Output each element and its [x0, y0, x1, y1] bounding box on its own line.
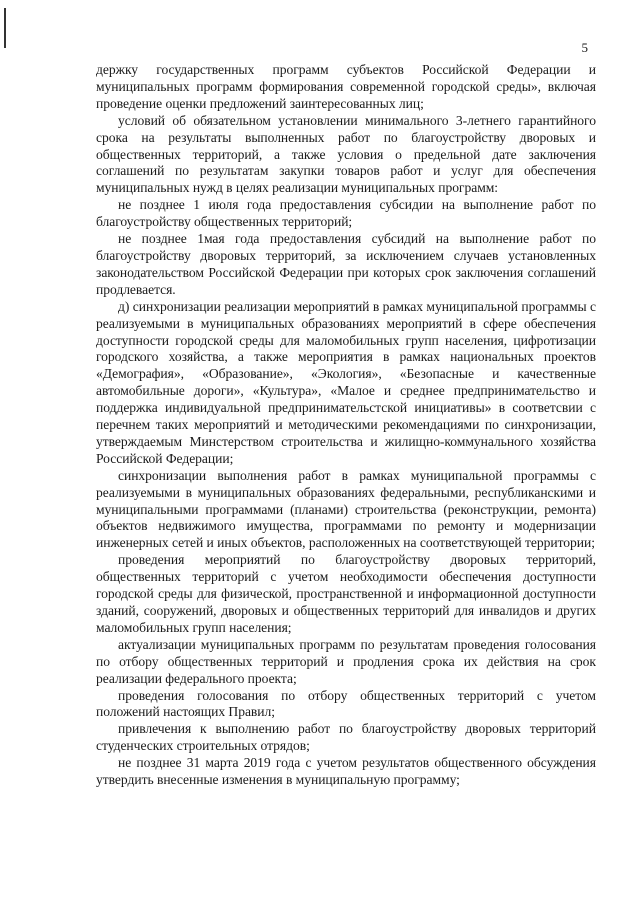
paragraph: привлечения к выполнению работ по благоустройству дворовых территорий студенческих строительных отрядов;	[96, 721, 596, 754]
paragraph: не позднее 31 марта 2019 года с учетом результатов общественного обсуждения утвердить внесенные изменения в муниципальную программу;	[96, 755, 596, 788]
document-body	[96, 62, 596, 789]
paragraph: не позднее 1 июля года предоставления субсидии на выполнение работ по благоустройству общественных территорий;	[96, 197, 596, 230]
paragraph: проведения мероприятий по благоустройству дворовых территорий, общественных территорий с учетом необходимости обеспечения доступности городской среды для физической, пространственной и информационной доступности зданий, сооружений, дворовых и общественных территорий для инвалидов и других маломобильных групп населения;	[96, 552, 596, 635]
paragraph: актуализации муниципальных программ по результатам проведения голосования по отбору общественных территорий и продления срока их действия на срок реализации федерального проекта;	[96, 636, 596, 686]
paragraph: проведения голосования по отбору общественных территорий с учетом положений настоящих Правил;	[96, 687, 596, 720]
scan-edge-mark	[4, 8, 6, 48]
paragraph: условий об обязательном установлении минимального 3-летнего гарантийного срока на результаты выполненных работ по благоустройству дворовых и общественных территорий, а также условия о предельной дате заключения соглашений по результатам закупки товаров работ и услуг для обеспечения муниципальных нужд в целях реализации муниципальных программ:	[96, 112, 596, 196]
paragraph: д) синхронизации реализации мероприятий в рамках муниципальной программы с реализуемыми в муниципальных образованиях мероприятий в сфере обеспечения доступности городской среды для маломобильных групп населения, цифротизации городского хозяйства, а также мероприятия в рамках национальных проектов «Демография», «Образование», «Экология», «Безопасные и качественные автомобильные дороги», «Культура», «Малое и среднее предпринимательство и поддержка индивидуальной предпринимательстской инициативы» в соответсвии с перечнем таких мероприятий и методическими рекомендациями по синхронизации, утверждаемым Минстерством строительства и жилищно-коммунального хозяйства Российской Федерации;	[96, 298, 596, 466]
paragraph: не позднее 1мая года предоставления субсидий на выполнение работ по благоустройству дворовых территорий, за исключением случаев установленных законодательством Российской Федерации при которых срок заключения соглашений продлевается.	[96, 231, 596, 297]
paragraph: синхронизации выполнения работ в рамках муниципальной программы с реализуемыми в муниципальных образованиях федеральными, республиканскими и муниципальными программами (планами) строительства (реконструкции, ремонта) объектов недвижимого имущества, программами по ремонту и модернизации инженерных сетей и иных объектов, расположенных на соответствующей территории;	[96, 467, 596, 551]
page-number: 5	[581, 40, 588, 55]
paragraph: держку государственных программ субъектов Российской Федерации и муниципальных программ формирования современной городской среды», включая проведение оценки предложений заинтересованных лиц;	[96, 62, 596, 111]
